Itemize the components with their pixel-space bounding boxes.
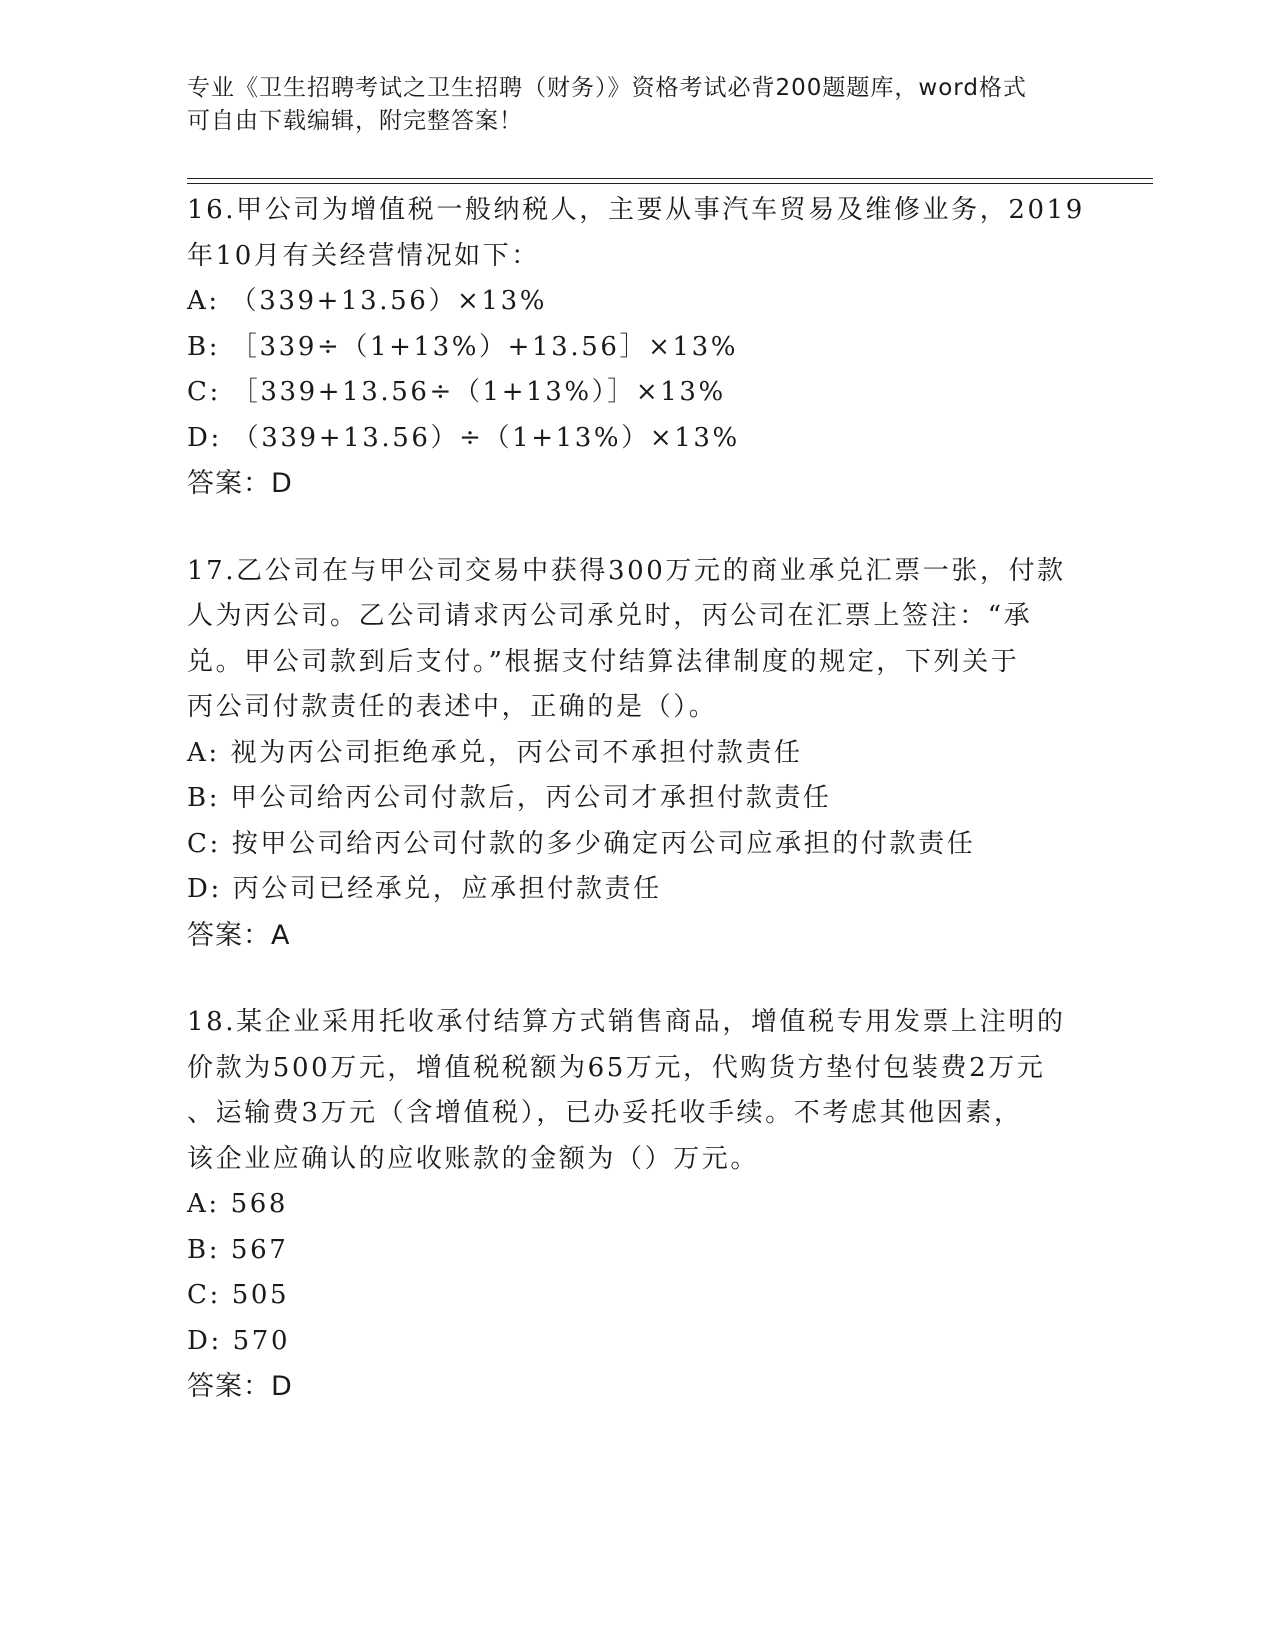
question-16 [187,188,1087,507]
option-b: B: 567 [187,1234,289,1265]
question-stem-line: 17.乙公司在与甲公司交易中获得300万元的商业承兑汇票一张，付款 [187,555,1066,586]
question-list [187,188,1087,1410]
option-c: C: 505 [187,1280,290,1310]
question-18 [187,1000,1087,1410]
answer: 答案：A [187,919,291,951]
option-a: A: 视为丙公司拒绝承兑，丙公司不承担付款责任 [187,737,803,768]
option-a: A: （339+13.56）×13% [187,286,548,316]
question-stem-line: 年10月有关经营情况如下： [187,240,540,271]
answer: 答案：D [187,1371,293,1402]
question-stem-line: 人为丙公司。乙公司请求丙公司承兑时，丙公司在汇票上签注：“承 [187,601,1033,631]
question-stem-line: 价款为500万元，增值税税额为65万元，代购货方垫付包装费2万元 [187,1052,1046,1083]
question-stem-line: 该企业应确认的应收账款的金额为（）万元。 [187,1143,760,1174]
option-d: D: （339+13.56）÷（1+13%）×13% [187,422,740,453]
question-stem-line: 丙公司付款责任的表述中，正确的是（）。 [187,692,718,722]
option-d: D: 570 [187,1325,291,1356]
document-header [187,72,1067,138]
header-divider [187,183,1153,184]
option-d: D: 丙公司已经承兑，应承担付款责任 [187,874,662,904]
option-b: B: 甲公司给丙公司付款后，丙公司才承担付款责任 [187,783,832,813]
header-line: 专业《卫生招聘考试之卫生招聘（财务）》资格考试必背200题题库，word格式 [187,75,1027,101]
header-line: 可自由下载编辑，附完整答案！ [187,108,523,134]
question-stem-line: 16.甲公司为增值税一般纳税人，主要从事汽车贸易及维修业务，2019 [187,195,1085,225]
question-stem-line: 兑。甲公司款到后支付。”根据支付结算法律制度的规定，下列关于 [187,646,1020,677]
option-a: A: 568 [187,1189,289,1219]
answer: 答案：D [187,468,293,499]
header-divider [187,178,1153,179]
option-c: C: 按甲公司给丙公司付款的多少确定丙公司应承担的付款责任 [187,828,976,859]
question-stem-line: 18.某企业采用托收承付结算方式销售商品，增值税专用发票上注明的 [187,1007,1066,1037]
question-17 [187,549,1087,959]
question-stem-line: 、运输费3万元（含增值税），已办妥托收手续。不考虑其他因素， [187,1098,1023,1128]
option-b: B: ［339÷（1+13%）+13.56］×13% [187,331,739,362]
option-c: C: ［339+13.56÷（1+13%）］×13% [187,377,726,407]
